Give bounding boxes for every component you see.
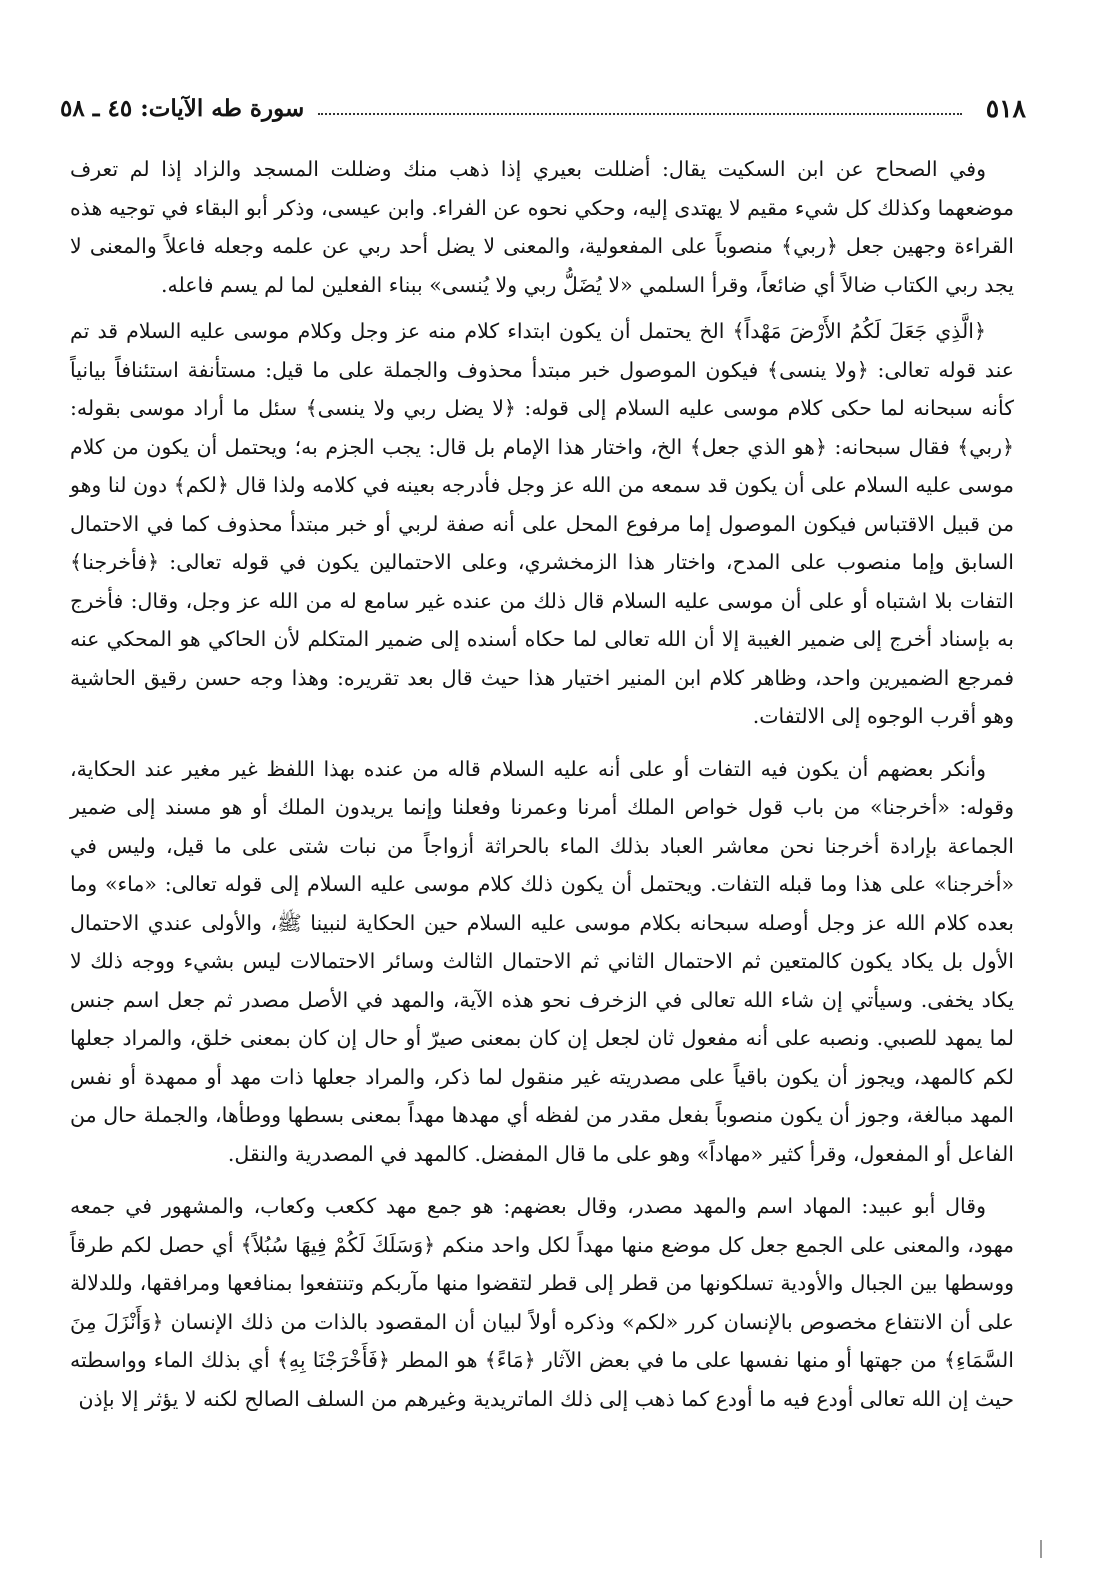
paragraph: وفي الصحاح عن ابن السكيت يقال: أضللت بعيري إذا ذهب منك وضللت المسجد والزاد إذا لم تعرف موضعهما وكذلك كل شيء مقيم لا يهتدى إليه، وحكي نحوه عن الفراء. وابن عيسى، وذكر أبو البقاء في توجيه هذه القراءة وجهين جعل ﴿ربي﴾ منصوباً على المفعولية، والمعنى لا يضل أحد ربي عن علمه وجعله فاعلاً والمعنى لا يجد ربي الكتاب ضالاً أي ضائعاً، وقرأ السلمي «لا يُضَلُّ ربي ولا يُنسى» ببناء الفعلين لما لم يسم فاعله.: [70, 157, 1014, 297]
scan-artifact: [1040, 1540, 1042, 1558]
running-title: سورة طه الآيات: ٤٥ ـ ٥٨: [60, 94, 305, 122]
paragraph: وقال أبو عبيد: المهاد اسم والمهد مصدر، وقال بعضهم: هو جمع مهد ككعب وكعاب، والمشهور في جمعه مهود، والمعنى على الجمع جعل كل موضع منها مهداً لكل واحد منكم ﴿وَسَلَكَ لَكُمْ فِيهَا سُبُلاً﴾ أي حصل لكم طرقاً ووسطها بين الجبال والأودية تسلكونها من قطر إلى قطر لتقضوا منها مآربكم وتنتفعوا بمنافعها ومرافقها، وللدلالة على أن الانتفاع مخصوص بالإنسان كرر «لكم» وذكره أولاً لبيان أن المقصود بالذات من ذلك الإنسان ﴿وَأَنْزَلَ مِنَ السَّمَاءِ﴾ من جهتها أو منها نفسها على ما في بعض الآثار ﴿مَاءً﴾ هو المطر ﴿فَأَخْرَجْنَا بِهِ﴾ أي بذلك الماء وواسطته حيث إن الله تعالى أودع فيه ما أودع كما ذهب إلى ذلك الماتريدية وغيرهم من السلف الصالح لكنه لا يؤثر إلا بإذن: [70, 1194, 1014, 1411]
page-header: [60, 88, 1026, 128]
page-number: ٥١٨: [985, 93, 1026, 123]
paragraph: وأنكر بعضهم أن يكون فيه التفات أو على أنه عليه السلام قاله من عنده بهذا اللفظ غير مغير عند الحكاية، وقوله: «أخرجنا» من باب قول خواص الملك أمرنا وعمرنا وفعلنا وإنما يريدون الملك أو هو مسند إلى ضمير الجماعة بإرادة أخرجنا نحن معاشر العباد بذلك الماء بالحراثة أزواجاً من نبات شتى على ما قيل، وليس في «أخرجنا» على هذا وما قبله التفات. ويحتمل أن يكون ذلك كلام موسى عليه السلام إلى قوله تعالى: «ماء» وما بعده كلام الله عز وجل أوصله سبحانه بكلام موسى عليه السلام حين الحكاية لنبينا ﷺ، والأولى عندي الاحتمال الأول بل يكاد يكون كالمتعين ثم الاحتمال الثاني ثم الاحتمال الثالث وسائر الاحتمالات ليس بشيء ووجه ذلك لا يكاد يخفى. وسيأتي إن شاء الله تعالى في الزخرف نحو هذه الآية، والمهد في الأصل مصدر ثم جعل اسم جنس لما يمهد للصبي. ونصبه على أنه مفعول ثان لجعل إن كان بمعنى صيرّ أو حال إن كان بمعنى خلق، والمراد جعلها لكم كالمهد، ويجوز أن يكون باقياً على مصدريته غير منقول لما ذكر، والمراد جعلها ذات مهد أو ممهدة أو نفس المهد مبالغة، وجوز أن يكون منصوباً بفعل مقدر من لفظه أي مهدها مهداً بمعنى بسطها ووطأها، والجملة حال من الفاعل أو المفعول، وقرأ كثير «مهاداً» وهو على ما قال المفضل. كالمهد في المصدرية والنقل.: [70, 756, 1014, 1166]
paragraph: ﴿الَّذِي جَعَلَ لَكُمُ الأَرْضَ مَهْداً﴾ الخ يحتمل أن يكون ابتداء كلام منه عز وجل وكلام موسى عليه السلام قد تم عند قوله تعالى: ﴿ولا ينسى﴾ فيكون الموصول خبر مبتدأ محذوف والجملة على ما قيل: مستأنفة استئنافاً بيانياً كأنه سبحانه لما حكى كلام موسى عليه السلام إلى قوله: ﴿لا يضل ربي ولا ينسى﴾ سئل ما أراد موسى بقوله: ﴿ربي﴾ فقال سبحانه: ﴿هو الذي جعل﴾ الخ، واختار هذا الإمام بل قال: يجب الجزم به؛ ويحتمل أن يكون من كلام موسى عليه السلام على أن يكون قد سمعه من الله عز وجل فأدرجه بعينه في كلامه ولذا قال ﴿لكم﴾ دون لنا وهو من قبيل الاقتباس فيكون الموصول إما مرفوع المحل على أنه صفة لربي أو خبر مبتدأ محذوف كما في الاحتمال السابق وإما منصوب على المدح، واختار هذا الزمخشري، وعلى الاحتمالين يكون في قوله تعالى: ﴿فأخرجنا﴾ التفات بلا اشتباه أو على أن موسى عليه السلام قال ذلك من عنده غير سامع له من الله عز وجل، وقال: فأخرج به بإسناد أخرج إلى ضمير الغيبة إلا أن الله تعالى لما حكاه أسنده إلى ضمير المتكلم لأن الحاكي هو المحكي عنه فمرجع الضميرين واحد، وظاهر كلام ابن المنير اختيار هذا حيث قال بعد تقريره: وهذا وجه حسن رقيق الحاشية وهو أقرب الوجوه إلى الالتفات.: [70, 319, 1014, 728]
dotted-leader: [318, 101, 961, 115]
page-body: [70, 150, 1014, 1432]
